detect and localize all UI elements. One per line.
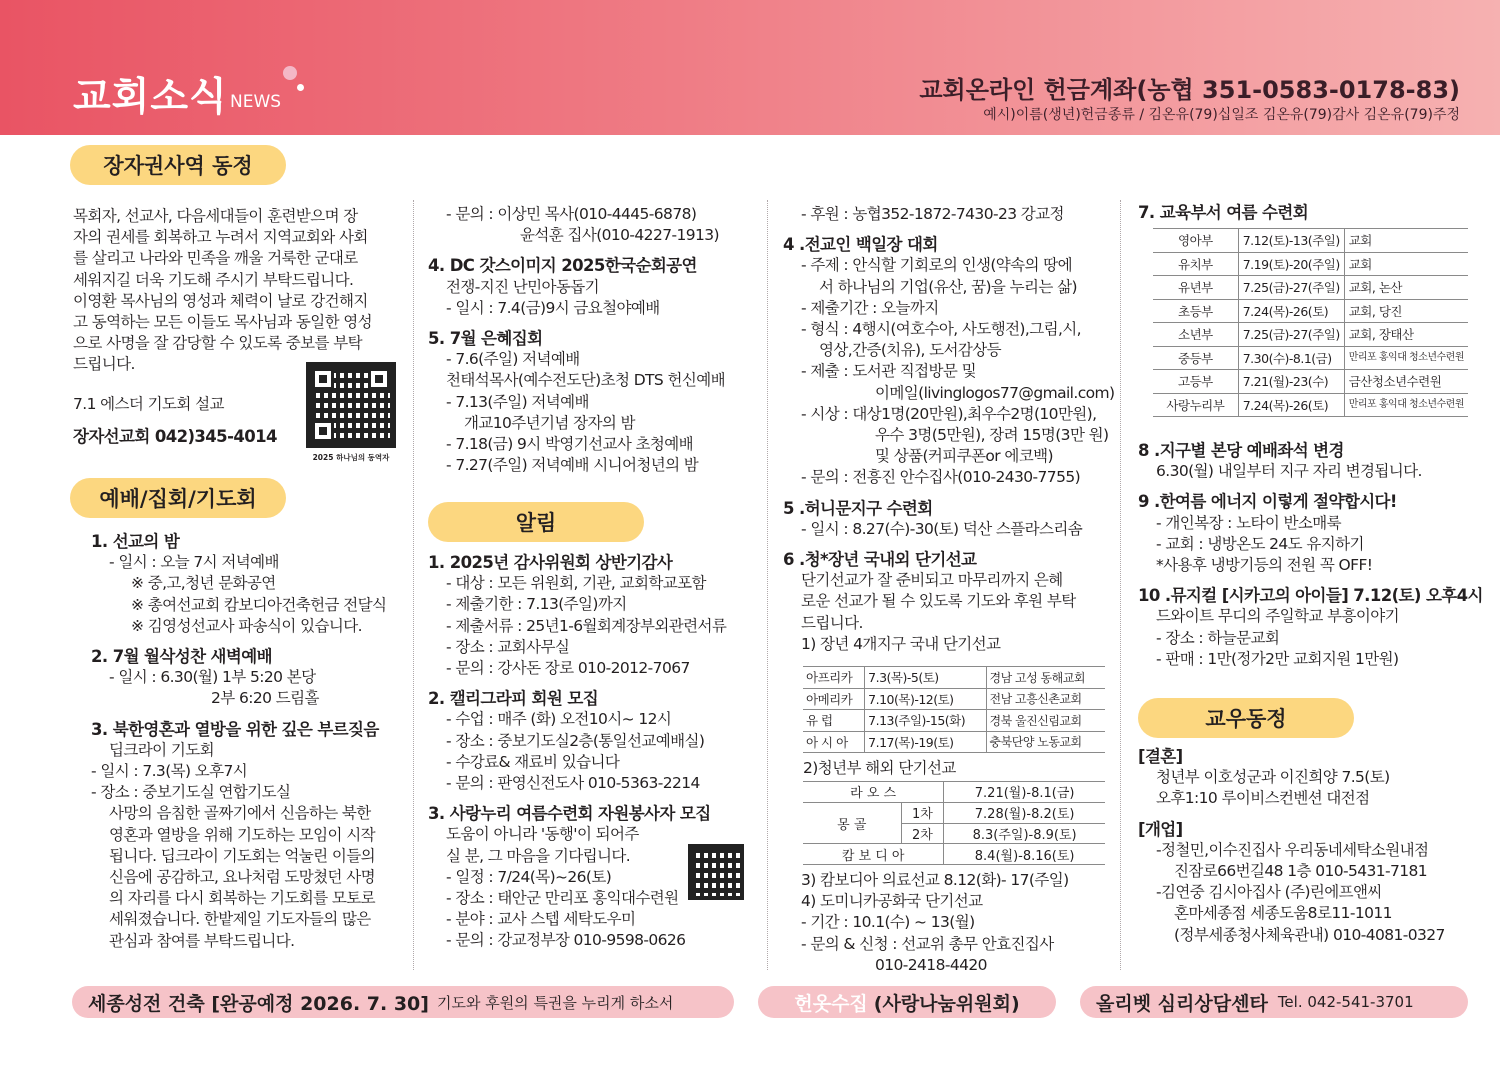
text-line: 목회자, 선교사, 다음세대들이 훈련받으며 장	[73, 207, 358, 225]
column-divider	[413, 200, 414, 970]
table-cell: 7.24(목)-26(토)	[1238, 299, 1344, 323]
text-line: 세워졌습니다. 한밭제일 기도자들의 많은	[109, 910, 371, 929]
table-cell: 전남 고흥신촌교회	[986, 688, 1105, 710]
item-title: 4. DC 갓스이미지 2025한국순회공연	[428, 256, 697, 276]
table-cell: 교회	[1344, 252, 1468, 276]
table-row	[1153, 229, 1468, 253]
table-cell: 고등부	[1153, 370, 1238, 394]
table-cell: 7.19(토)-20(주일)	[1238, 252, 1344, 276]
education-retreat-table	[1153, 228, 1468, 417]
header-banner	[0, 0, 1500, 135]
item-title: 8 .지구별 본당 예배좌석 변경	[1138, 441, 1344, 460]
table-cell: 영아부	[1153, 229, 1238, 253]
text-line: 사망의 음침한 골짜기에서 신음하는 북한	[109, 804, 371, 823]
text-line: - 일시 : 6.30(월) 1부 5:20 본당	[109, 668, 316, 687]
table-cell: 소년부	[1153, 323, 1238, 347]
text-line: - 문의 : 전흥진 안수집사(010-2430-7755)	[801, 468, 1081, 487]
footer-building	[72, 986, 734, 1018]
footer-building-main: 세종성전 건축 [완공예정 2026. 7. 30]	[88, 992, 429, 1015]
edu-title: 7. 교육부서 여름 수련회	[1138, 203, 1309, 222]
footer-counseling-main: 올리벳 심리상담센타	[1096, 992, 1268, 1015]
text-line: 7.1 에스더 기도회 설교	[73, 395, 224, 413]
table-cell: 7.3(목)-5(토)	[865, 667, 986, 689]
text-line: - 문의 : 강교정부장 010-9598-0626	[446, 931, 686, 950]
column-4-notices	[1138, 440, 1483, 670]
table-cell: 7.17(목)-19(토)	[865, 731, 986, 753]
item-title: 9 .한여름 에너지 이렇게 절약합시다!	[1138, 492, 1397, 512]
table-row	[1153, 393, 1468, 417]
table-cell: 아프리카	[803, 667, 865, 689]
text-line: (정부세종청사체육관내) 010-4081-0327	[1174, 925, 1445, 944]
table-row	[803, 688, 1105, 710]
text-line: - 일시 : 7.4(금)9시 금요철야예배	[446, 298, 660, 317]
text-line: - 분야 : 교사 스텝 세탁도우미	[446, 910, 636, 929]
text-line: 010-2418-4420	[875, 955, 987, 974]
table-cell: 7.13(주일)-15(화)	[865, 710, 986, 732]
qr-code-icon[interactable]	[306, 362, 396, 448]
text-line: 도움이 아니라 '동행'이 되어주	[446, 825, 639, 844]
column-3-bottom	[783, 870, 1116, 976]
column-divider	[1120, 200, 1121, 970]
text-line: 를 살리고 나라와 민족을 깨울 거룩한 군대로	[73, 249, 358, 268]
column-1-intro	[73, 206, 403, 376]
item-title: 1. 선교의 밤	[91, 532, 180, 551]
text-line: - 7.13(주일) 저녁예배	[446, 392, 589, 411]
text-line: - 일시 : 8.27(수)-30(토) 덕산 스플라스리솜	[801, 519, 1083, 538]
text-line: 딥크라이 기도회	[109, 740, 214, 759]
item-title: 1. 2025년 감사위원회 상반기감사	[428, 553, 673, 572]
table-cell: 사랑누리부	[1153, 393, 1238, 417]
text-line: 단기선교가 잘 준비되고 마무리까지 은혜	[801, 571, 1063, 590]
text-line: - 장소 : 하늘문교회	[1156, 628, 1280, 647]
table-cell: 교회	[1344, 229, 1468, 253]
table-cell: 아메리카	[803, 688, 865, 710]
text-line: ※ 총여선교회 캄보디아건축헌금 전달식	[131, 595, 387, 614]
table-row	[1153, 323, 1468, 347]
table-cell: 7.25(금)-27(주일)	[1238, 323, 1344, 347]
text-line: - 제출기한 : 7.13(주일)까지	[446, 595, 627, 614]
table-cell: 만리포 홍익대 청소년수련원	[1344, 346, 1468, 370]
item-title: 4 .전교인 백일장 대회	[783, 235, 938, 255]
table-cell: 중등부	[1153, 346, 1238, 370]
text-line: 윤석훈 집사(010-4227-1913)	[520, 226, 719, 245]
table-cell: 금산청소년수련원	[1344, 370, 1468, 394]
item-title: 3. 사랑누리 여름수련회 자원봉사자 모집	[428, 804, 711, 824]
text-line: 1) 장년 4개지구 국내 단기선교	[801, 634, 1001, 653]
qr-caption: 2025 하나님의 동역자	[312, 453, 390, 462]
item-title: 5. 7월 은혜집회	[428, 329, 543, 349]
text-line: - 장소 : 교회사무실	[446, 637, 570, 656]
table-cell: 초등부	[1153, 299, 1238, 323]
text-line: 드립니다.	[73, 355, 135, 374]
text-line: - 일시 : 7.3(목) 오후7시	[91, 762, 248, 781]
table-cell: 7.25(금)-27(주일)	[1238, 276, 1344, 300]
text-line: 드립니다.	[801, 613, 863, 632]
text-line: 및 상품(커피쿠폰or 에코백)	[875, 447, 1053, 466]
section-pill-notice: 알림	[428, 502, 644, 542]
table-cell: 교회, 당진	[1344, 299, 1468, 323]
item-title: 2. 캘리그라피 회원 모집	[428, 689, 599, 709]
text-line: 영상,간증(치유), 도서감상등	[819, 341, 1001, 360]
text-line: 서 하나님의 기업(유산, 꿈)을 누리는 삶)	[819, 277, 1077, 296]
column-3-top	[783, 204, 1116, 655]
text-line: -정철민,이수진집사 우리동네세탁소원내점	[1156, 840, 1429, 859]
brand-subtitle: NEWS	[230, 92, 282, 112]
text-line: - 일정 : 7/24(목)~26(토)	[446, 867, 612, 886]
decor-dot-icon	[283, 66, 297, 80]
column-1-contact	[73, 392, 301, 449]
domestic-mission-table	[803, 666, 1105, 753]
text-line: - 장소 : 중보기도실 연합기도실	[91, 783, 291, 802]
item-title: 3. 북한영혼과 열방을 위한 깊은 부르짖음	[91, 719, 379, 739]
text-line: 2부 6:20 드림홀	[211, 689, 319, 708]
text-line: *사용후 냉방기등의 전원 꼭 OFF!	[1156, 556, 1373, 575]
footer-clothes-a: 헌옷수집	[794, 992, 868, 1015]
text-line: 3) 캄보디아 의료선교 8.12(화)- 17(주일)	[801, 871, 1069, 889]
column-4-members	[1138, 746, 1483, 946]
table-cell: 만리포 홍익대 청소년수련원	[1344, 393, 1468, 417]
table-cell: 경남 고성 동해교회	[986, 667, 1105, 689]
text-line: - 7.6(주일) 저녁예배	[446, 350, 580, 369]
text-line: 전쟁-지진 난민아동돕기	[446, 277, 600, 296]
section-pill-worship: 예배/집회/기도회	[70, 478, 286, 518]
column-2-top	[428, 204, 763, 476]
text-line: - 형식 : 4행시(여호수아, 사도행전),그림,시,	[801, 320, 1081, 339]
table-cell: 유년부	[1153, 276, 1238, 300]
text-line: 오후1:10 루이비스컨벤션 대전점	[1156, 789, 1370, 808]
item-title: [개업]	[1138, 819, 1183, 839]
text-line: - 7.18(금) 9시 박영기선교사 초청예배	[446, 435, 694, 454]
text-line: ※ 김영성선교사 파송식이 있습니다.	[131, 616, 362, 635]
text-line: 청년부 이호성군과 이진희양 7.5(토)	[1156, 768, 1390, 787]
table-cell: 유치부	[1153, 252, 1238, 276]
section-pill-members: 교우동정	[1138, 698, 1354, 738]
table-cell: 7.21(월)-23(수)	[1238, 370, 1344, 394]
item-title: 2. 7월 월삭성찬 새벽예배	[91, 647, 272, 667]
column-1-worship	[73, 531, 408, 952]
youth-mission-title: 2)청년부 해외 단기선교	[803, 759, 956, 777]
item-title: [결혼]	[1138, 747, 1183, 766]
table-row	[1153, 276, 1468, 300]
footer-clothes	[758, 986, 1056, 1018]
text-line: - 제출 : 도서관 직접방문 및	[801, 362, 976, 381]
text-line: - 문의 : 이상민 목사(010-4445-6878)	[446, 205, 697, 223]
text-line: - 장소 : 태안군 만리포 홍익대수련원	[446, 889, 679, 908]
item-title: 장자선교회 042)345-4014	[73, 427, 277, 446]
item-title: 5 .허니문지구 수련회	[783, 498, 933, 518]
table-cell: 교회, 논산	[1344, 276, 1468, 300]
text-line: 6.30(월) 내일부터 지구 자리 변경됩니다.	[1156, 462, 1422, 481]
table-cell: 7.24(목)-26(토)	[1238, 393, 1344, 417]
text-line: - 수업 : 매주 (화) 오전10시~ 12시	[446, 710, 672, 729]
footer-counseling	[1080, 986, 1468, 1018]
text-line: 개교10주년기념 장자의 밤	[464, 413, 635, 432]
text-line: 자의 권세를 회복하고 누려서 지역교회와 사회	[73, 228, 368, 247]
table-cell: 교회, 장태산	[1344, 323, 1468, 347]
table-cell: 유 럽	[803, 710, 865, 732]
text-line: - 제출기간 : 오늘까지	[801, 298, 939, 317]
table-cell: 충북단양 노동교회	[986, 731, 1105, 753]
section-pill-jangja: 장자권사역 동정	[70, 145, 286, 185]
text-line: 이메일(livinglogos77@gmail.com)	[875, 383, 1115, 402]
text-line: - 교회 : 냉방온도 24도 유지하기	[1156, 534, 1364, 553]
text-line: - 제출서류 : 25년1-6월회계장부외관련서류	[446, 616, 727, 635]
table-row	[803, 667, 1105, 689]
text-line: - 주제 : 안식할 기회로의 인생(약속의 땅에	[801, 256, 1072, 275]
text-line: - 7.27(주일) 저녁예배 시니어청년의 밤	[446, 456, 699, 475]
table-cell: 아 시 아	[803, 731, 865, 753]
table-row	[1153, 252, 1468, 276]
text-line: - 장소 : 중보기도실2층(통일선교예배실)	[446, 731, 705, 750]
column-divider	[767, 200, 768, 970]
table-row	[803, 731, 1105, 753]
footer-clothes-b: (사랑나눔위원회)	[873, 992, 1020, 1015]
table-row	[1153, 370, 1468, 394]
text-line: - 수강료& 재료비 있습니다	[446, 752, 620, 771]
text-line: - 시상 : 대상1명(20만원),최우수2명(10만원),	[801, 404, 1097, 423]
table-cell: 7.10(목)-12(토)	[865, 688, 986, 710]
item-title: 6 .청*장년 국내외 단기선교	[783, 550, 977, 570]
text-line: - 기간 : 10.1(수) ~ 13(월)	[801, 913, 975, 932]
text-line: 영혼과 열방을 위해 기도하는 모임이 시작	[109, 825, 375, 844]
text-line: - 대상 : 모든 위원회, 기관, 교회학교포함	[446, 574, 706, 593]
table-cell: 7.12(토)-13(주일)	[1238, 229, 1344, 253]
decor-dot-small-icon	[297, 84, 304, 91]
text-line: 혼마세종점 세종도움8로11-1011	[1174, 904, 1392, 923]
overseas-mission-table: 라 오 스 7.21(월)-8.1(금) 몽 골 1차 7.28(월)-8.2(토) 2차 8.3(주일)-8.9(토) 캄 보 디 아 8.4(월)-8.16(토)	[803, 781, 1105, 865]
item-title: 10 .뮤지컬 [시카고의 아이들] 7.12(토) 오후4시	[1138, 586, 1483, 606]
table-row	[803, 710, 1105, 732]
footer-counseling-tel: Tel. 042-541-3701	[1277, 993, 1414, 1011]
table-row	[1153, 346, 1468, 370]
offering-account: 교회온라인 헌금계좌(농협 351-0583-0178-83)	[919, 76, 1460, 104]
text-line: - 후원 : 농협352-1872-7430-23 강교정	[801, 205, 1064, 223]
text-line: 됩니다. 딥크라이 기도회는 억눌린 이들의	[109, 846, 375, 865]
text-line: 로운 선교가 될 수 있도록 기도와 후원 부탁	[801, 592, 1076, 611]
qr-code-small-icon[interactable]	[688, 844, 744, 900]
text-line: 이영환 목사님의 영성과 체력이 날로 강건해지	[73, 291, 368, 310]
text-line: 으로 사명을 잘 감당할 수 있도록 중보를 부탁	[73, 334, 363, 353]
brand-title: 교회소식	[73, 75, 228, 120]
text-line: -김연중 김시아집사 (주)린에프앤씨	[1156, 883, 1382, 902]
text-line: 천태석목사(예수전도단)초청 DTS 헌신예배	[446, 371, 725, 390]
text-line: 드와이트 무디의 주일학교 부흥이야기	[1156, 607, 1399, 626]
text-line: 신음에 공감하고, 요나처럼 도망쳤던 사명	[109, 868, 375, 887]
text-line: - 개인복장 : 노타이 반소매룩	[1156, 513, 1342, 532]
text-line: - 문의 : 강사돈 장로 010-2012-7067	[446, 659, 690, 678]
text-line: 진잠로66번길48 1층 010-5431-7181	[1174, 862, 1428, 881]
text-line: 관심과 참여를 부탁드립니다.	[109, 931, 295, 950]
footer-building-sub: 기도와 후원의 특권을 누리게 하소서	[436, 993, 674, 1012]
text-line: - 문의 & 신청 : 선교위 총무 안효진집사	[801, 934, 1054, 953]
text-line: - 일시 : 오늘 7시 저녁예배	[109, 553, 279, 572]
text-line: ※ 중,고,청년 문화공연	[131, 574, 276, 593]
text-line: - 판매 : 1만(정가2만 교회지원 1만원)	[1156, 649, 1399, 668]
offering-account-example: 예시)이름(생년)헌금종류 / 김온유(79)십일조 김온유(79)감사 김온유(79)주정	[983, 107, 1460, 123]
table-row	[1153, 299, 1468, 323]
text-line: - 문의 : 판영신전도사 010-5363-2214	[446, 774, 700, 793]
text-line: 우수 3명(5만원), 장려 15명(3만 원)	[875, 426, 1109, 445]
table-cell: 7.30(수)-8.1(금)	[1238, 346, 1344, 370]
text-line: 실 분, 그 마음을 기다립니다.	[446, 846, 631, 865]
table-cell: 경북 울진신림교회	[986, 710, 1105, 732]
text-line: 의 자리를 다시 회복하는 기도회를 모토로	[109, 889, 375, 908]
text-line: 세워지길 더욱 기도해 주시기 부탁드립니다.	[73, 270, 354, 289]
text-line: 고 동역하는 모든 이들도 목사님과 동일한 영성	[73, 313, 373, 332]
text-line: 4) 도미니카공화국 단기선교	[801, 892, 983, 911]
